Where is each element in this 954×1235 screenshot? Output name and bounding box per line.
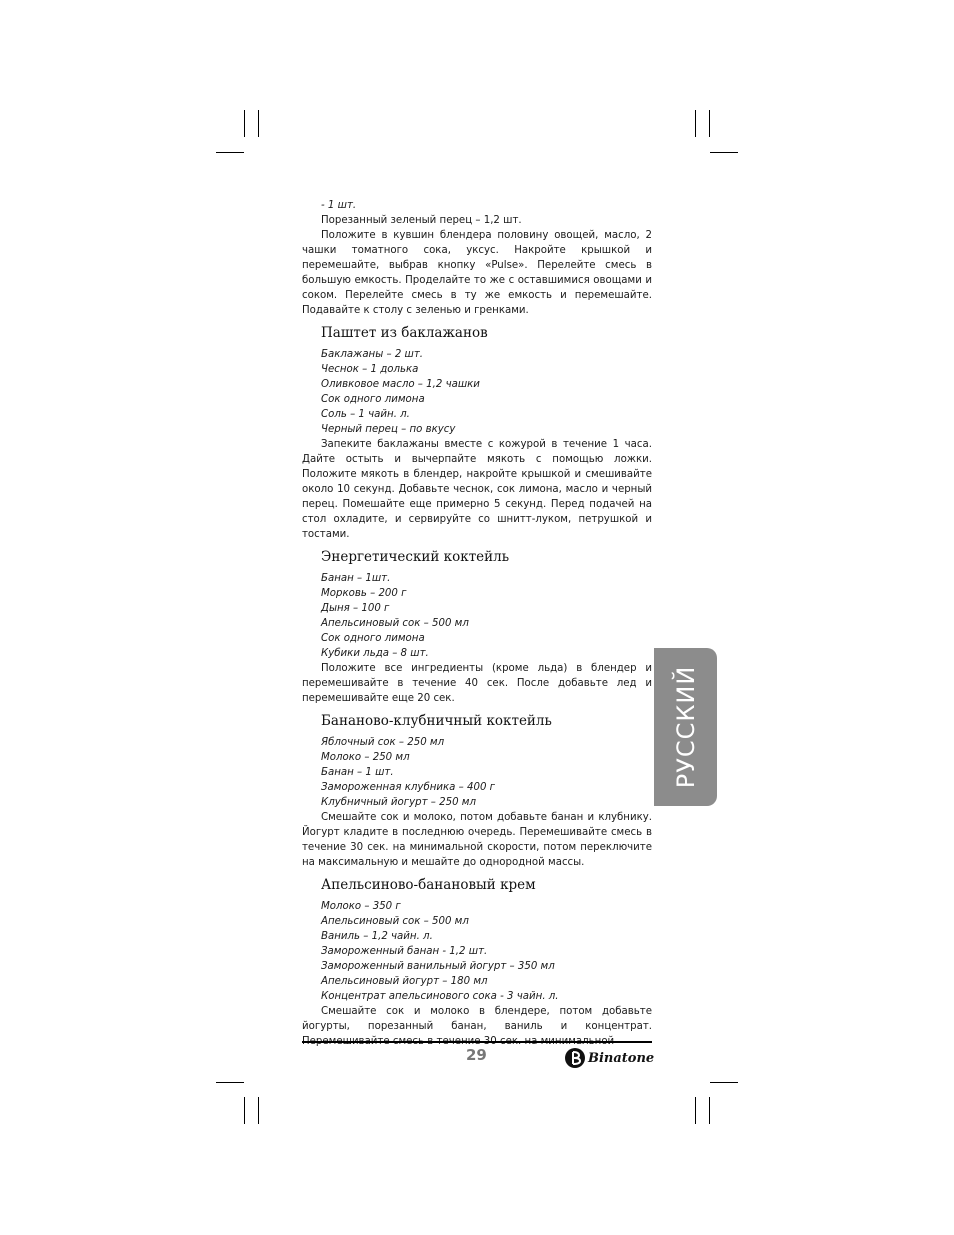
intro-ingredient: Порезанный зеленый перец – 1,2 шт. <box>321 215 522 226</box>
recipe-instructions: Запеките баклажаны вместе с кожурой в течение 1 часа. Дайте остыть и вычерпайте мякоть с помощью ложки. Положите мякоть в блендер, накройте крышкой и смешивайте около 10 секунд. Добавьте чеснок, сок лимона, масло и черный перец. Помешайте еще примерно 5 секунд. Перед подачей на стол охладите, и сервируйте со шнитт-луком, петрушкой и тостами. <box>302 439 652 540</box>
brand-logo <box>564 1046 654 1070</box>
ingredient-item: Замороженный банан - 1,2 шт. <box>321 946 488 957</box>
recipe-section <box>302 548 652 706</box>
language-tab <box>654 648 717 806</box>
recipe-section <box>302 876 652 1049</box>
ingredient-item: Кубики льда – 8 шт. <box>321 648 429 659</box>
ingredient-item: Апельсиновый йогурт – 180 мл <box>321 976 488 987</box>
footer-rule <box>302 1041 652 1043</box>
recipe-section <box>302 324 652 542</box>
ingredient-item: Банан – 1 шт. <box>321 767 394 778</box>
ingredient-item: Замороженная клубника – 400 г <box>321 782 496 793</box>
ingredient-item: Чеснок – 1 долька <box>321 364 419 375</box>
intro-paragraph: Положите в кувшин блендера половину овощей, масло, 2 чашки томатного сока, уксус. Накройте крышкой и перемешайте, выбрав кнопку «Pulse». Перелейте смесь в большую емкость. Проделайте то же с оставшимися овощами и соком. Перелейте смесь в ту же емкость и перемешайте. Подавайте к столу с зеленью и гренками. <box>302 230 652 316</box>
ingredient-item: Баклажаны – 2 шт. <box>321 349 424 360</box>
ingredient-item: Оливковое масло – 1,2 чашки <box>321 379 480 390</box>
ingredient-item: Черный перец – по вкусу <box>321 424 456 435</box>
intro-line: - 1 шт. <box>321 200 357 211</box>
ingredient-item: Концентрат апельсинового сока - 3 чайн. л. <box>321 991 559 1002</box>
ingredient-item: Апельсиновый сок – 500 мл <box>321 916 469 927</box>
ingredient-item: Сок одного лимона <box>321 394 425 405</box>
ingredient-item: Молоко – 250 мл <box>321 752 410 763</box>
ingredient-item: Яблочный сок – 250 мл <box>321 737 445 748</box>
ingredient-item: Сок одного лимона <box>321 633 425 644</box>
ingredient-item: Соль – 1 чайн. л. <box>321 409 410 420</box>
ingredient-item: Дыня – 100 г <box>321 603 390 614</box>
ingredient-item: Ваниль – 1,2 чайн. л. <box>321 931 433 942</box>
recipe-title: Апельсиново-банановый крем <box>321 877 536 893</box>
recipe-title: Энергетический коктейль <box>321 549 510 565</box>
brand-name: Binatone <box>588 1050 655 1066</box>
ingredient-item: Апельсиновый сок – 500 мл <box>321 618 469 629</box>
ingredient-item: Клубничный йогурт – 250 мл <box>321 797 477 808</box>
ingredient-item: Молоко – 350 г <box>321 901 401 912</box>
recipe-section <box>302 712 652 870</box>
language-tab-label: РУССКИЙ <box>671 665 700 789</box>
page-number: 29 <box>466 1046 487 1064</box>
ingredient-item: Банан – 1шт. <box>321 573 391 584</box>
recipe-instructions: Смешайте сок и молоко, потом добавьте банан и клубнику. Йогурт кладите в последнюю очередь. Перемешивайте смесь в течение 30 сек. на минимальной скорости, потом переключите на максимальную и мешайте до однородной массы. <box>302 812 652 868</box>
recipe-instructions: Смешайте сок и молоко в блендере, потом добавьте йогурты, порезанный банан, ваниль и концентрат. <box>302 1006 652 1032</box>
ingredient-item: Замороженный ванильный йогурт – 350 мл <box>321 961 555 972</box>
binatone-logo-icon <box>564 1047 586 1069</box>
recipe-instructions: Положите все ингредиенты (кроме льда) в блендер и перемешивайте в течение 40 сек. После добавьте лед и перемешивайте еще 20 сек. <box>302 663 652 704</box>
page-content <box>302 198 652 1049</box>
recipe-title: Бананово-клубничный коктейль <box>321 713 552 729</box>
ingredient-item: Морковь – 200 г <box>321 588 407 599</box>
recipe-title: Паштет из баклажанов <box>321 325 488 341</box>
